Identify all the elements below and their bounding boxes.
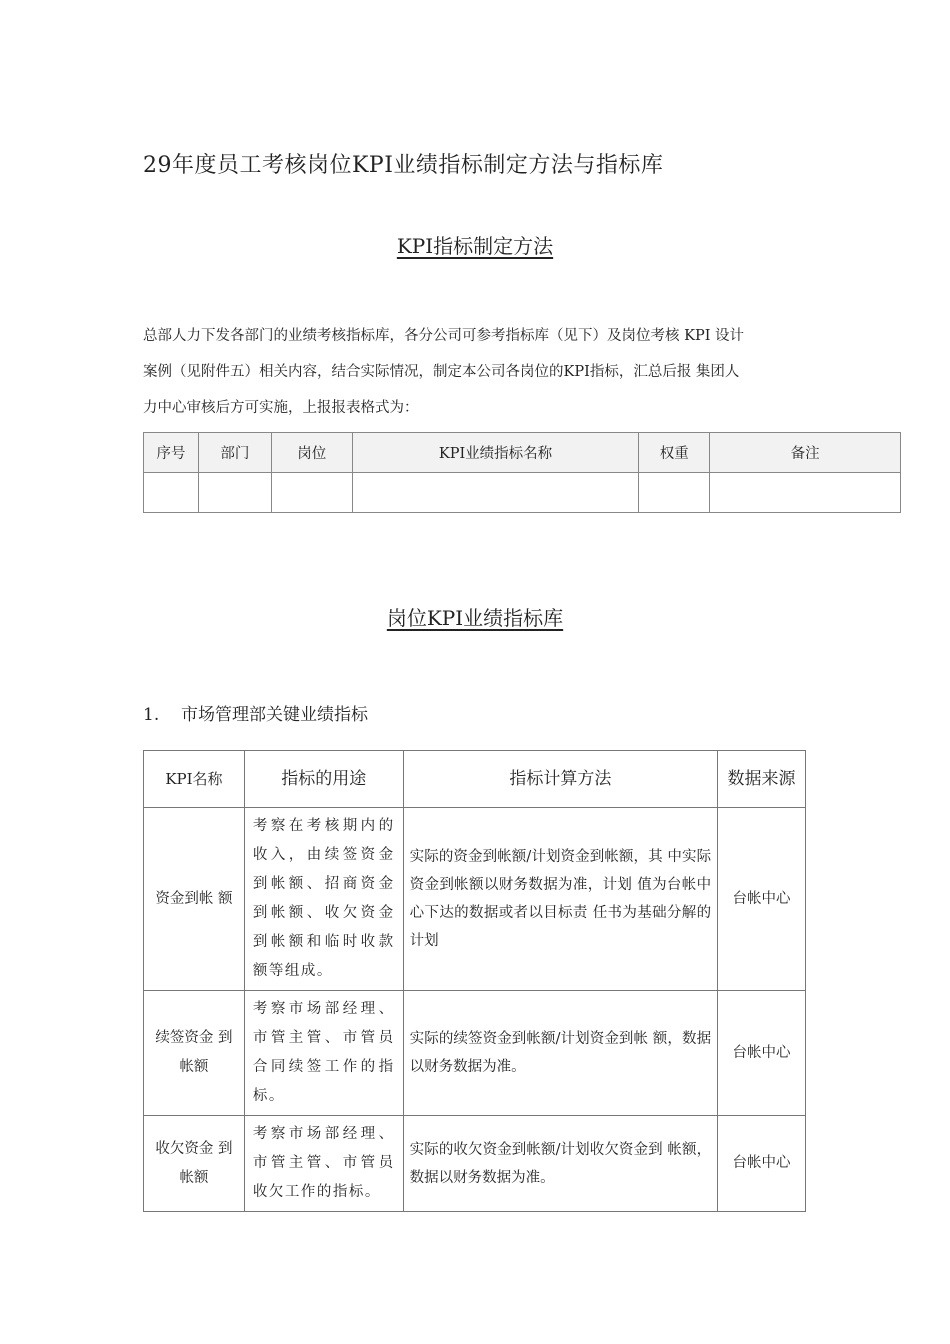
- kpi-purpose-cell: 考察在考核期内的收入，由续签资金到帐额、招商资金到帐额、收欠资金到帐额和临时收款额等组成。: [244, 808, 403, 991]
- report-header-cell: 权重: [639, 433, 710, 473]
- kpi-table-row: [144, 808, 806, 991]
- report-format-table: [143, 432, 901, 513]
- empty-cell: [352, 473, 639, 513]
- section-heading-method: [0, 230, 950, 259]
- kpi-table-row: [144, 1116, 806, 1212]
- empty-cell: [639, 473, 710, 513]
- section-heading-library: [0, 602, 950, 631]
- kpi-source-cell: 台帐中心: [718, 991, 806, 1116]
- list-heading: [143, 700, 368, 725]
- kpi-header-cell: KPI名称: [144, 751, 245, 808]
- empty-cell: [710, 473, 901, 513]
- kpi-table-header-row: [144, 751, 806, 808]
- kpi-method-cell: 实际的收欠资金到帐额/计划收欠资金到 帐额，数据以财务数据为准。: [403, 1116, 717, 1212]
- kpi-name-cell: 收欠资金 到帐额: [144, 1116, 245, 1212]
- intro-paragraph: [143, 318, 823, 426]
- kpi-source-cell: 台帐中心: [718, 808, 806, 991]
- kpi-library-table: [143, 750, 806, 1212]
- list-number: 1.: [143, 705, 160, 725]
- report-header-cell: 岗位: [271, 433, 352, 473]
- empty-cell: [271, 473, 352, 513]
- kpi-header-cell: 指标计算方法: [403, 751, 717, 808]
- kpi-table-row: [144, 991, 806, 1116]
- intro-line: 总部人力下发各部门的业绩考核指标库，各分公司可参考指标库（见下）及岗位考核 KPI 设计: [143, 328, 745, 344]
- report-table-empty-row: [144, 473, 901, 513]
- kpi-method-cell: 实际的续签资金到帐额/计划资金到帐 额，数据以财务数据为准。: [403, 991, 717, 1116]
- kpi-name-cell: 续签资金 到帐额: [144, 991, 245, 1116]
- report-header-cell: 部门: [198, 433, 271, 473]
- intro-line: 力中心审核后方可实施，上报报表格式为：: [143, 400, 419, 416]
- report-header-cell: 序号: [144, 433, 199, 473]
- list-title: 市场管理部关键业绩指标: [181, 705, 368, 725]
- report-header-cell: 备注: [710, 433, 901, 473]
- kpi-header-cell: 指标的用途: [244, 751, 403, 808]
- kpi-purpose-cell: 考察市场部经理、市管主管、市管员合同续签工作的指标。: [244, 991, 403, 1116]
- kpi-method-cell: 实际的资金到帐额/计划资金到帐额，其 中实际资金到帐额以财务数据为准，计划 值为台帐中心下达的数据或者以目标责 任书为基础分解的计划: [403, 808, 717, 991]
- empty-cell: [144, 473, 199, 513]
- kpi-purpose-cell: 考察市场部经理、市管主管、市管员收欠工作的指标。: [244, 1116, 403, 1212]
- intro-line: 案例（见附件五）相关内容，结合实际情况，制定本公司各岗位的KPI指标，汇总后报 集团人: [143, 364, 740, 380]
- document-title: 29年度员工考核岗位KPI业绩指标制定方法与指标库: [143, 153, 664, 178]
- section-heading-method-text: KPI指标制定方法: [396, 234, 554, 258]
- section-heading-library-text: 岗位KPI业绩指标库: [386, 606, 564, 630]
- report-table-header-row: [144, 433, 901, 473]
- kpi-name-cell: 资金到帐 额: [144, 808, 245, 991]
- empty-cell: [198, 473, 271, 513]
- report-header-cell: KPI业绩指标名称: [352, 433, 639, 473]
- kpi-source-cell: 台帐中心: [718, 1116, 806, 1212]
- kpi-header-cell: 数据来源: [718, 751, 806, 808]
